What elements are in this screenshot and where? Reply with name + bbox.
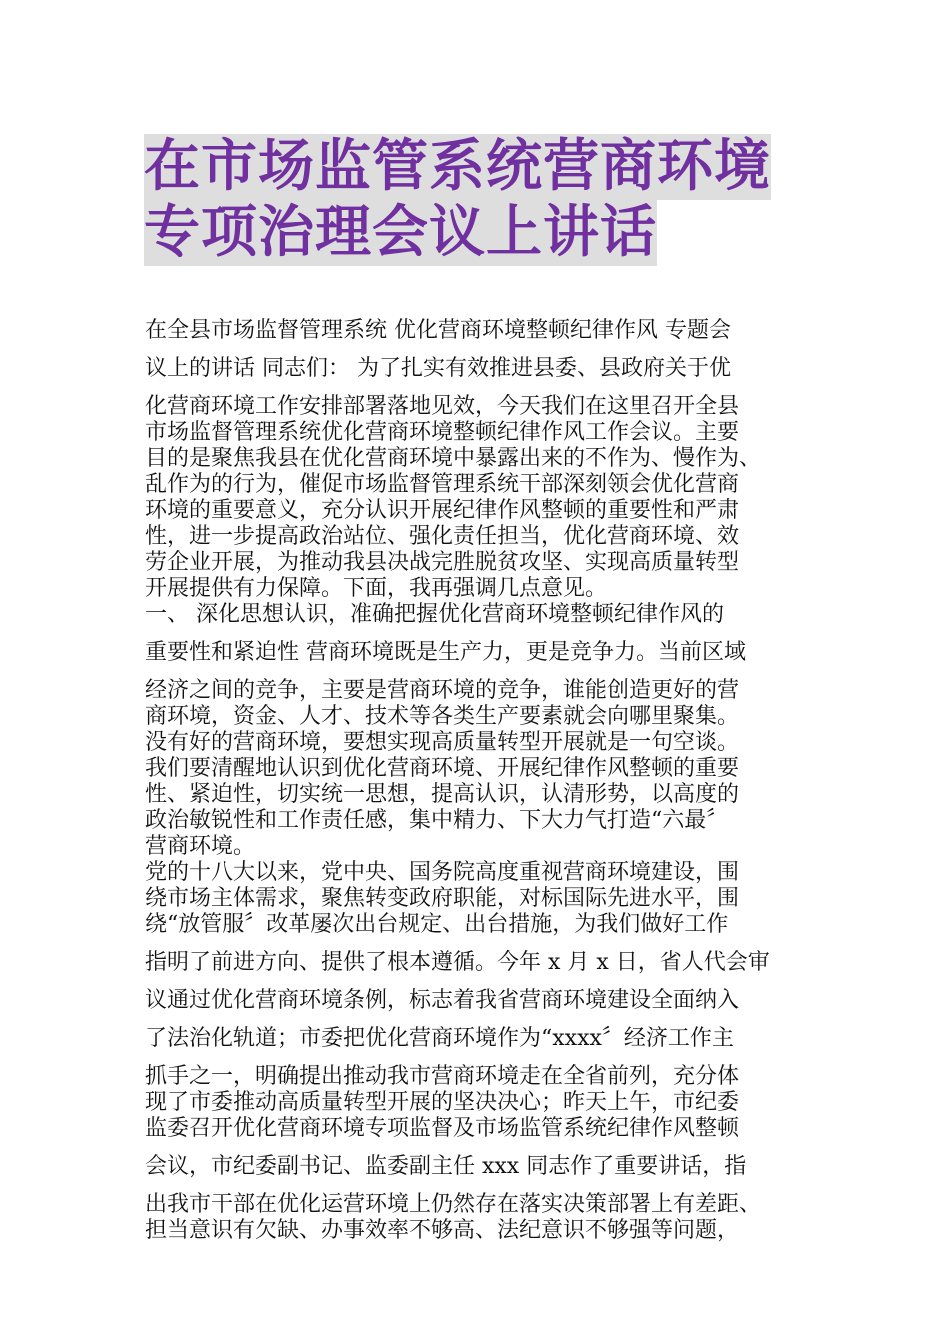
body-line: 乱作为的行为，催促市场监督管理系统干部深刻领会优化营商 bbox=[145, 472, 740, 497]
body-line: 性，进一步提高政治站位、强化责任担当，优化营商环境、效 bbox=[145, 524, 740, 549]
body-line: 商环境，资金、人才、技术等各类生产要素就会向哪里聚集。 bbox=[145, 704, 740, 729]
body-line: 劳企业开展，为推动我县决战完胜脱贫攻坚、实现高质量转型 bbox=[145, 550, 740, 575]
body-line: 抓手之一，明确提出推动我市营商环境走在全省前列，充分体 bbox=[145, 1064, 740, 1089]
body-line: 营商环境。 bbox=[145, 834, 256, 859]
body-line: 化营商环境工作安排部署落地见效，今天我们在这里召开全县 bbox=[145, 394, 740, 419]
body-line: 了法治化轨道；市委把优化营商环境作为“xxxx〞经济工作主 bbox=[145, 1026, 734, 1051]
body-line: 经济之间的竞争，主要是营商环境的竞争，谁能创造更好的营 bbox=[145, 678, 740, 703]
body-line: 会议，市纪委副书记、监委副主任 xxx 同志作了重要讲话，指 bbox=[145, 1154, 747, 1179]
body-line: 指明了前进方向、提供了根本遵循。今年 x 月 x 日，省人代会审 bbox=[145, 950, 770, 975]
body-line: 绕市场主体需求，聚焦转变政府职能，对标国际先进水平，围 bbox=[145, 886, 740, 911]
body-line: 我们要清醒地认识到优化营商环境、开展纪律作风整顿的重要 bbox=[145, 756, 740, 781]
body-line: 环境的重要意义，充分认识开展纪律作风整顿的重要性和严肃 bbox=[145, 498, 740, 523]
body-line: 监委召开优化营商环境专项监督及市场监管系统纪律作风整顿 bbox=[145, 1116, 740, 1141]
body-line: 性、紧迫性，切实统一思想，提高认识，认清形势，以高度的 bbox=[145, 782, 740, 807]
body-line: 政治敏锐性和工作责任感，集中精力、下大力气打造“六最〞 bbox=[145, 808, 729, 833]
document-title-line-1: 在市场监管系统营商环境 bbox=[144, 134, 771, 199]
section-heading-line: 一、 深化思想认识，准确把握优化营商环境整顿纪律作风的 bbox=[145, 602, 724, 627]
document-body bbox=[145, 318, 835, 1244]
body-line: 目的是聚焦我县在优化营商环境中暴露出来的不作为、慢作为、 bbox=[145, 446, 762, 471]
body-line: 没有好的营商环境，要想实现高质量转型开展就是一句空谈。 bbox=[145, 730, 740, 755]
body-line: 党的十八大以来，党中央、国务院高度重视营商环境建设，围 bbox=[145, 860, 740, 885]
body-line: 担当意识有欠缺、办事效率不够高、法纪意识不够强等问题， bbox=[145, 1218, 740, 1243]
body-line: 开展提供有力保障。下面，我再强调几点意见。 bbox=[145, 576, 608, 601]
body-line: 议通过优化营商环境条例，标志着我省营商环境建设全面纳入 bbox=[145, 988, 740, 1013]
body-line: 现了市委推动高质量转型开展的坚决决心；昨天上午，市纪委 bbox=[145, 1090, 740, 1115]
document-title-line-2: 专项治理会议上讲话 bbox=[144, 200, 657, 265]
body-line: 出我市干部在优化运营环境上仍然存在落实决策部署上有差距、 bbox=[145, 1192, 762, 1217]
body-line: 绕“放管服〞改革屡次出台规定、出台措施，为我们做好工作 bbox=[145, 912, 729, 937]
body-line: 在全县市场监督管理系统 优化营商环境整顿纪律作风 专题会 bbox=[145, 318, 731, 343]
body-line: 议上的讲话 同志们： 为了扎实有效推进县委、县政府关于优 bbox=[145, 356, 731, 381]
body-line: 市场监督管理系统优化营商环境整顿纪律作风工作会议。主要 bbox=[145, 420, 740, 445]
body-line: 重要性和紧迫性 营商环境既是生产力，更是竞争力。当前区域 bbox=[145, 640, 746, 665]
